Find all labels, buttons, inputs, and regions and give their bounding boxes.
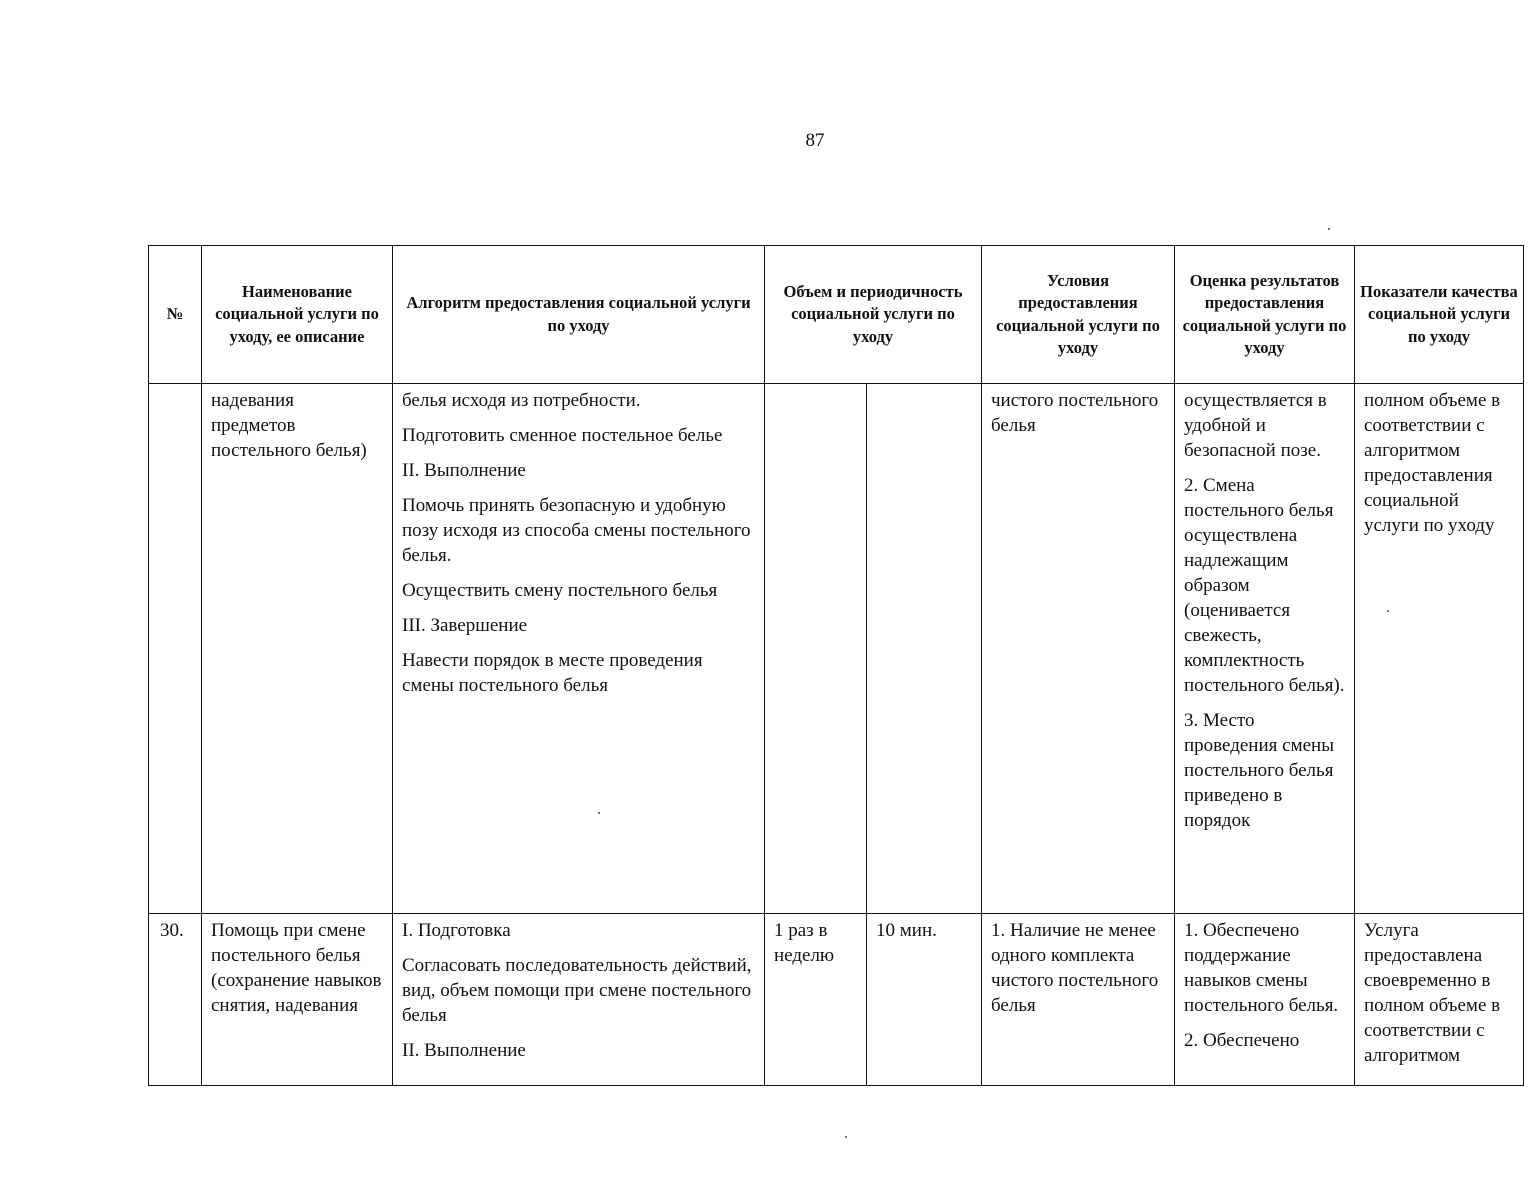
service-name: надевания предметов постельного белья): [202, 384, 393, 914]
evaluation-item: осуществляется в удобной и безопасной позе.: [1184, 390, 1327, 461]
frequency-cell: 1 раз в неделю: [765, 914, 867, 1086]
header-algorithm: Алгоритм предоставления социальной услуги по уходу: [393, 246, 765, 384]
algorithm-step: Осуществить смену постельного белья: [402, 580, 718, 601]
evaluation-item: 2. Обеспечено: [1184, 1030, 1300, 1051]
algorithm-step: II. Выполнение: [402, 1040, 526, 1061]
algorithm-step: III. Завершение: [402, 615, 528, 636]
scan-speck: [1328, 228, 1330, 230]
algorithm-step: Помочь принять безопасную и удобную позу исходя из способа смены постельного белья.: [402, 495, 751, 566]
duration-cell: [867, 384, 982, 914]
algorithm-step: белья исходя из потребности.: [402, 390, 641, 411]
conditions-cell: 1. Наличие не менее одного комплекта чистого постельного белья: [982, 914, 1175, 1086]
duration-cell: 10 мин.: [867, 914, 982, 1086]
algorithm-step: Согласовать последовательность действий, вид, объем помощи при смене постельного белья: [402, 955, 752, 1026]
algorithm-cell: [393, 914, 765, 1086]
scan-speck: [1387, 610, 1389, 612]
evaluation-item: 1. Обеспечено поддержание навыков смены постельного белья.: [1184, 920, 1339, 1016]
header-conditions: Условия предоставления социальной услуги по уходу: [982, 246, 1175, 384]
header-name: Наименование социальной услуги по уходу, ее описание: [202, 246, 393, 384]
table-header-row: [149, 246, 1524, 384]
evaluation-item: 2. Смена постельного белья осуществлена надлежащим образом (оценивается свежесть, комплектность постельного белья).: [1184, 475, 1345, 696]
frequency-cell: [765, 384, 867, 914]
header-quality: Показатели качества социальной услуги по уходу: [1355, 246, 1524, 384]
quality-cell: полном объеме в соответствии с алгоритмом предоставления социальной услуги по уходу: [1355, 384, 1524, 914]
evaluation-cell: [1175, 384, 1355, 914]
algorithm-step: II. Выполнение: [402, 460, 526, 481]
table-row: [149, 914, 1524, 1086]
services-table: [148, 245, 1524, 1086]
table-row: [149, 384, 1524, 914]
row-number: 30.: [149, 914, 202, 1086]
algorithm-step: Подготовить сменное постельное белье: [402, 425, 723, 446]
evaluation-item: 3. Место проведения смены постельного белья приведено в порядок: [1184, 710, 1334, 831]
header-evaluation: Оценка результатов предоставления социальной услуги по уходу: [1175, 246, 1355, 384]
algorithm-step: I. Подготовка: [402, 920, 511, 941]
algorithm-step: Навести порядок в месте проведения смены постельного белья: [402, 650, 703, 696]
scan-speck: [598, 812, 600, 814]
conditions-cell: чистого постельного белья: [982, 384, 1175, 914]
quality-cell: Услуга предоставлена своевременно в полном объеме в соответствии с алгоритмом: [1355, 914, 1524, 1086]
algorithm-cell: [393, 384, 765, 914]
page-number: 87: [805, 130, 825, 151]
row-number: [149, 384, 202, 914]
header-volume: Объем и периодичность социальной услуги по уходу: [765, 246, 982, 384]
scan-speck: [845, 1136, 847, 1138]
header-no: №: [149, 246, 202, 384]
evaluation-cell: [1175, 914, 1355, 1086]
service-name: Помощь при смене постельного белья (сохранение навыков снятия, надевания: [202, 914, 393, 1086]
